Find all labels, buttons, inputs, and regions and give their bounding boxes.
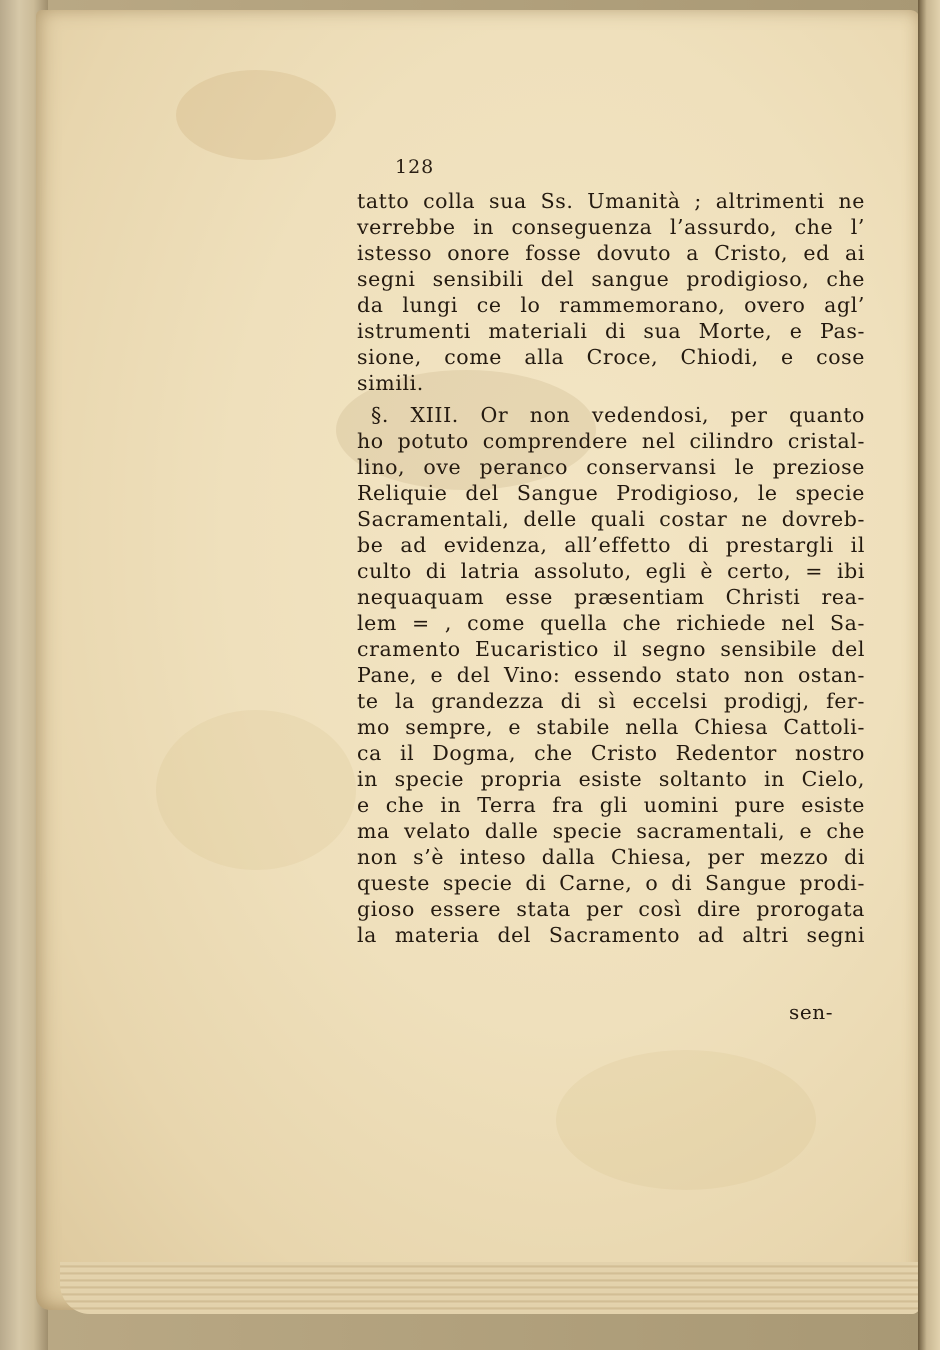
text-line: queste specie di Carne, o di Sangue prodi-: [357, 871, 865, 895]
text-line: Reliquie del Sangue Prodigioso, le specie: [357, 481, 865, 505]
text-line: sione, come alla Croce, Chiodi, e cose: [357, 345, 865, 369]
text-line: e che in Terra fra gli uomini pure esiste: [357, 793, 865, 817]
text-line: lino, ove peranco conservansi le preziose: [357, 455, 865, 479]
text-line: gioso essere stata per così dire prorogata: [357, 897, 865, 921]
text-line: nequaquam esse præsentiam Christi rea-: [357, 585, 865, 609]
text-line: ho potuto comprendere nel cilindro cristal-: [357, 429, 865, 453]
text-line: istrumenti materiali di sua Morte, e Pas-: [357, 319, 865, 343]
text-line: verrebbe in conseguenza l’assurdo, che l’: [357, 215, 865, 239]
text-line: tatto colla sua Ss. Umanità ; altrimenti ne: [357, 189, 865, 213]
text-line: in specie propria esiste soltanto in Cielo,: [357, 767, 865, 791]
page-number: 128: [395, 156, 435, 178]
text-line: Sacramentali, delle quali costar ne dovreb-: [357, 507, 865, 531]
text-line: §. XIII. Or non vedendosi, per quanto: [371, 403, 865, 427]
page-edges: [60, 1262, 920, 1314]
text-line: non s’è inteso dalla Chiesa, per mezzo di: [357, 845, 865, 869]
text-line: Pane, e del Vino: essendo stato non ostan-: [357, 663, 865, 687]
paper-stain: [176, 70, 336, 160]
text-line: istesso onore fosse dovuto a Cristo, ed ai: [357, 241, 865, 265]
text-line: culto di latria assoluto, egli è certo, = ibi: [357, 559, 865, 583]
text-line: be ad evidenza, all’effetto di prestargli il: [357, 533, 865, 557]
text-line: segni sensibili del sangue prodigioso, che: [357, 267, 865, 291]
catchword: sen-: [789, 1000, 834, 1024]
text-line: te la grandezza di sì eccelsi prodigj, fer-: [357, 689, 865, 713]
paper-stain: [156, 710, 356, 870]
text-line: mo sempre, e stabile nella Chiesa Cattoli-: [357, 715, 865, 739]
text-line: ca il Dogma, che Cristo Redentor nostro: [357, 741, 865, 765]
facing-page-edge: [918, 0, 940, 1350]
text-line: da lungi ce lo rammemorano, overo agl’: [357, 293, 865, 317]
paper-stain: [556, 1050, 816, 1190]
text-line: simili.: [357, 371, 424, 395]
text-line: ma velato dalle specie sacramentali, e che: [357, 819, 865, 843]
text-line: la materia del Sacramento ad altri segni: [357, 923, 865, 947]
text-line: lem = , come quella che richiede nel Sa-: [357, 611, 865, 635]
text-line: cramento Eucaristico il segno sensibile del: [357, 637, 865, 661]
